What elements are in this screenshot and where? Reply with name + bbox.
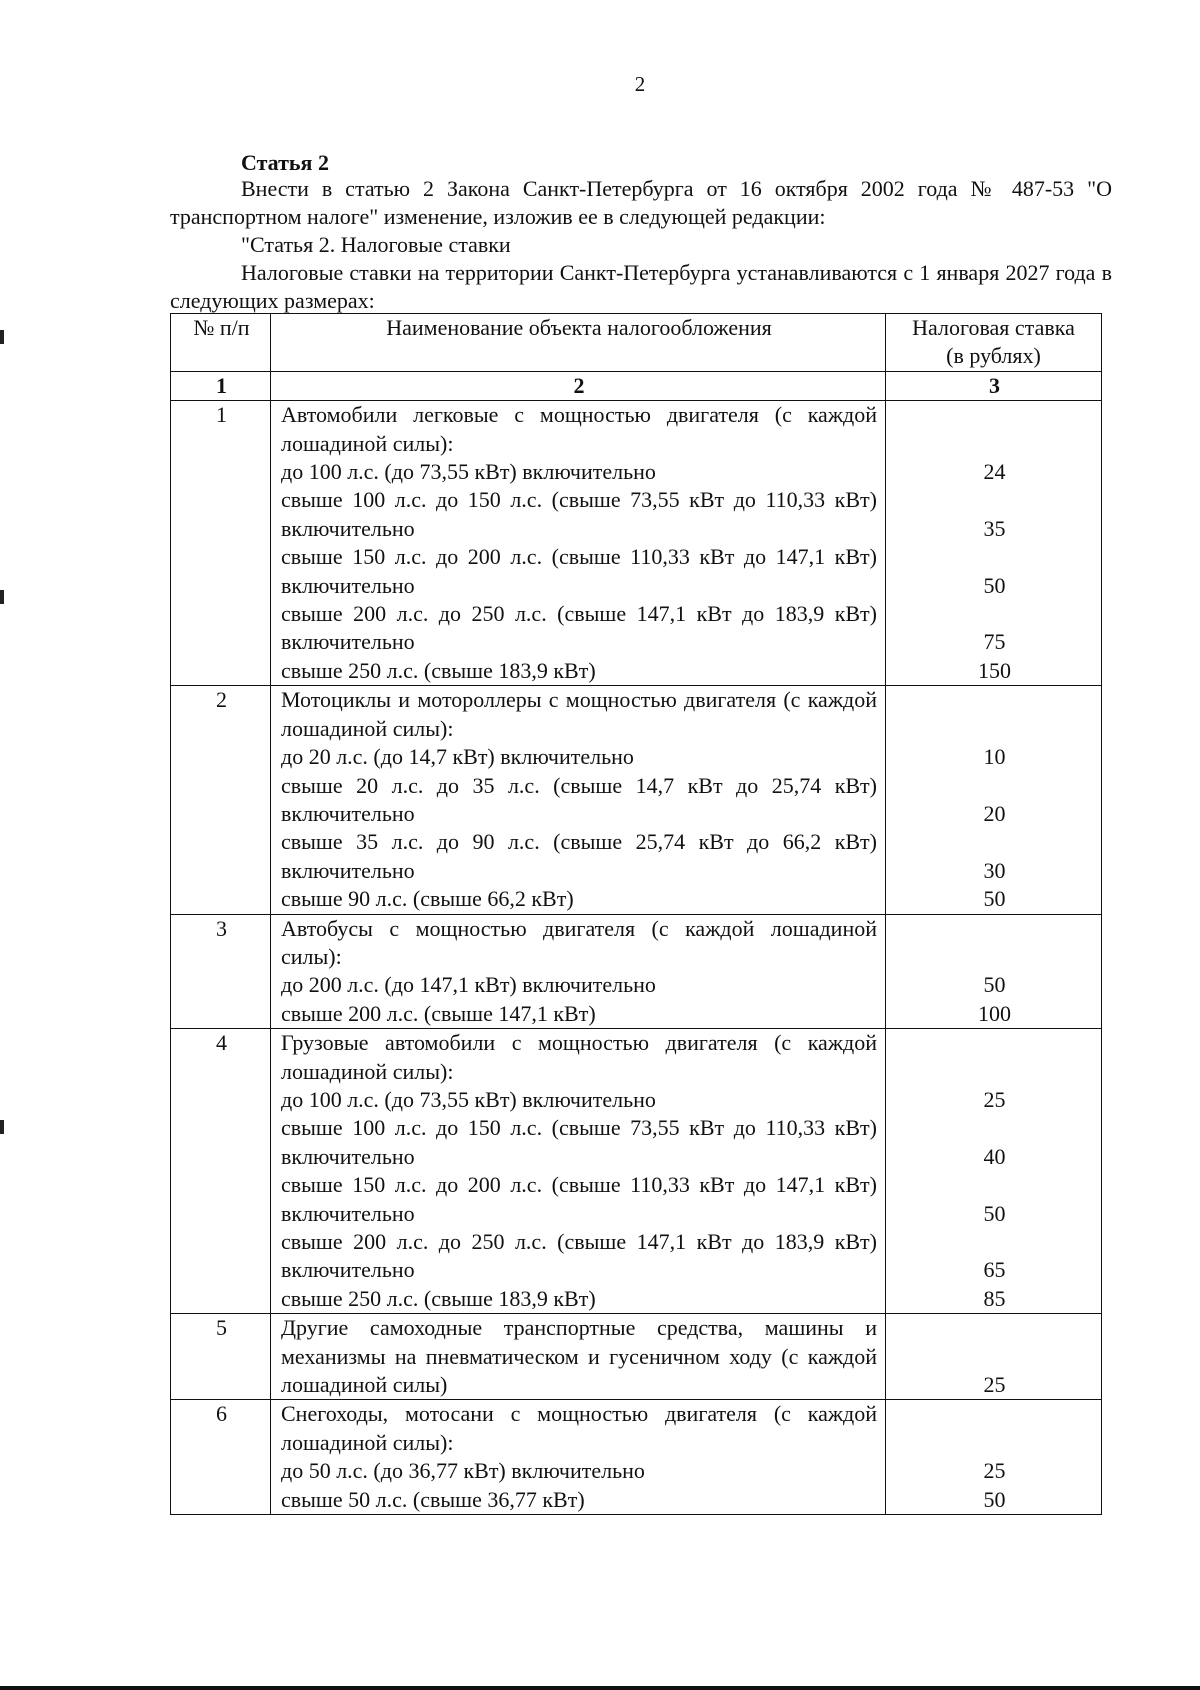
rate-value: 50 [983,886,1006,912]
row-number: 3 [171,914,271,1029]
rate-condition: свыше 250 л.с. (свыше 183,9 кВт) [281,657,596,683]
header-name-label: Наименование объекта налогообложения [386,315,772,340]
rate-condition: до 100 л.с. (до 73,55 кВт) включительно [281,459,656,485]
row-rates [886,686,1102,914]
category-title: Грузовые автомобили с мощностью двигателя (с каждой лошадиной силы): [281,1030,877,1084]
table-body [171,401,1102,1515]
rate-value: 150 [978,657,1011,683]
table-row [171,686,1102,914]
row-number: 4 [171,1029,271,1314]
column-number-1: 1 [171,371,271,400]
column-number-3: 3 [886,371,1102,400]
row-rates [886,401,1102,686]
rate-condition: свыше 50 л.с. (свыше 36,77 кВт) [281,1486,585,1512]
rate-value: 20 [983,800,1006,826]
header-rate-label: Налоговая ставка [912,315,1075,340]
row-description [271,401,886,686]
rate-value: 10 [983,744,1006,770]
rate-condition: свыше 100 л.с. до 150 л.с. (свыше 73,55 кВт до 110,33 кВт) включительно [281,1115,877,1169]
category-title: Снегоходы, мотосани с мощностью двигателя (с каждой лошадиной силы): [281,1401,877,1455]
article-paragraph-title: "Статья 2. Налоговые ставки [241,232,511,257]
scan-mark [0,330,4,344]
header-number-label: № п/п [193,315,250,340]
rate-value: 100 [978,1000,1011,1026]
rate-condition: до 200 л.с. (до 147,1 кВт) включительно [281,972,656,998]
row-rates [886,1314,1102,1400]
rate-condition: до 50 л.с. (до 36,77 кВт) включительно [281,1458,645,1484]
article-heading: Статья 2 [241,150,329,175]
table-row [171,1400,1102,1515]
article-paragraph-intro: Налоговые ставки на территории Санкт-Петербурга устанавливаются с 1 января 2027 года в следующих размерах: [170,260,1112,313]
column-number-2: 2 [271,371,886,400]
row-rates [886,914,1102,1029]
rate-value: 85 [983,1285,1006,1311]
rate-condition: свыше 35 л.с. до 90 л.с. (свыше 25,74 кВт до 66,2 кВт) включительно [281,829,877,883]
rate-value: 30 [983,857,1006,883]
rate-condition: до 20 л.с. (до 14,7 кВт) включительно [281,744,634,770]
article-paragraph-amendment: Внести в статью 2 Закона Санкт-Петербурга от 16 октября 2002 года № 487-53 "О транспортном налоге" изменение, изложив ее в следующей редакции: [170,176,1112,229]
rate-condition: до 100 л.с. (до 73,55 кВт) включительно [281,1086,656,1112]
row-description [271,1400,886,1515]
rate-value: 24 [983,459,1006,484]
category-title: Автомобили легковые с мощностью двигателя (с каждой лошадиной силы): [281,402,877,456]
rate-value: 50 [983,972,1006,998]
scan-bottom-edge [0,1686,1200,1690]
rate-condition: свыше 200 л.с. (свыше 147,1 кВт) [281,1000,596,1026]
header-name [271,314,886,372]
row-number: 6 [171,1400,271,1515]
row-description [271,1029,886,1314]
row-description [271,1314,886,1400]
scan-mark [0,590,4,604]
category-title: Другие самоходные транспортные средства, машины и механизмы на пневматическом и гусеничном ходу (с каждой лошадиной силы) [281,1315,877,1398]
rate-value: 50 [983,1200,1006,1226]
rate-condition: свыше 150 л.с. до 200 л.с. (свыше 110,33 кВт до 147,1 кВт) включительно [281,1172,877,1226]
category-title: Автобусы с мощностью двигателя (с каждой лошадиной силы): [281,915,877,969]
row-rates [886,1029,1102,1314]
rate-value: 65 [983,1257,1006,1283]
scan-mark [0,1120,4,1134]
row-number: 1 [171,401,271,686]
table-row [171,1029,1102,1314]
rate-value: 50 [983,572,1006,598]
rate-value: 25 [983,1458,1006,1484]
rate-value: 25 [983,1086,1006,1112]
table-row [171,1314,1102,1400]
header-number [171,314,271,372]
row-description [271,914,886,1029]
rate-value: 25 [983,1372,1006,1397]
tax-rates-table [170,313,1102,1515]
rate-value: 75 [983,629,1006,655]
rate-value: 40 [983,1143,1006,1169]
page-number: 2 [634,72,646,96]
rate-condition: свыше 20 л.с. до 35 л.с. (свыше 14,7 кВт до 25,74 кВт) включительно [281,772,877,826]
rate-value: 35 [983,515,1006,541]
table-row [171,914,1102,1029]
category-title: Мотоциклы и мотороллеры с мощностью двигателя (с каждой лошадиной силы): [281,687,877,741]
rate-condition: свыше 200 л.с. до 250 л.с. (свыше 147,1 кВт до 183,9 кВт) включительно [281,1229,877,1283]
row-number: 2 [171,686,271,914]
rate-condition: свыше 100 л.с. до 150 л.с. (свыше 73,55 кВт до 110,33 кВт) включительно [281,487,877,541]
table-row [171,401,1102,686]
rate-condition: свыше 250 л.с. (свыше 183,9 кВт) [281,1285,596,1311]
rate-value: 50 [983,1486,1006,1512]
rate-condition: свыше 90 л.с. (свыше 66,2 кВт) [281,886,574,912]
rate-condition: свыше 200 л.с. до 250 л.с. (свыше 147,1 кВт до 183,9 кВт) включительно [281,601,877,655]
rate-condition: свыше 150 л.с. до 200 л.с. (свыше 110,33 кВт до 147,1 кВт) включительно [281,544,877,598]
header-rate [886,314,1102,372]
row-description [271,686,886,914]
column-number-row [171,371,1102,400]
row-rates [886,1400,1102,1515]
header-rate-unit: (в рублях) [946,343,1041,369]
row-number: 5 [171,1314,271,1400]
table-header-row [171,314,1102,372]
